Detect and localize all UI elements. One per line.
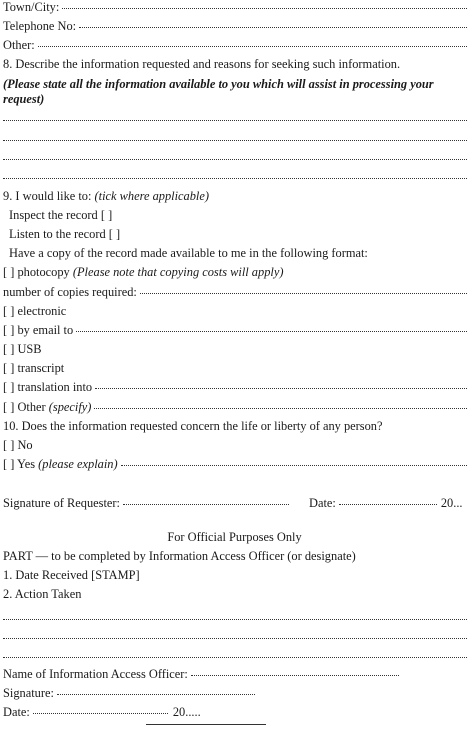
email-label: [ ] by email to bbox=[3, 323, 74, 337]
other-format-field[interactable] bbox=[3, 400, 467, 415]
photocopy-note: (Please note that copying costs will apply) bbox=[72, 265, 284, 279]
photocopy-label: [ ] photocopy bbox=[3, 265, 73, 279]
question-8-text: 8. Describe the information requested and reasons for seeking such information. bbox=[3, 57, 401, 71]
action-line-1[interactable] bbox=[3, 619, 467, 620]
copies-required-line bbox=[140, 293, 467, 294]
requester-signature-label: Signature of Requester: bbox=[3, 496, 120, 510]
email-field[interactable] bbox=[3, 323, 467, 338]
officer-date-year: 20..... bbox=[172, 705, 201, 719]
requester-signature-row bbox=[3, 496, 467, 511]
town-city-field[interactable] bbox=[3, 0, 467, 15]
date-received-label: 1. Date Received [STAMP] bbox=[3, 568, 140, 582]
other-contact-field[interactable] bbox=[3, 38, 467, 53]
town-city-label: Town/City: bbox=[3, 0, 60, 14]
requester-date-label: Date: bbox=[309, 496, 336, 510]
telephone-field[interactable] bbox=[3, 19, 467, 34]
officer-date-line bbox=[33, 713, 168, 714]
action-line-2[interactable] bbox=[3, 638, 467, 639]
question-9-text bbox=[3, 189, 467, 204]
officer-date-field[interactable] bbox=[3, 705, 467, 720]
question-9-instruction: (tick where applicable) bbox=[94, 189, 210, 203]
part-instruction: PART — to be completed by Information Access Officer (or designate) bbox=[3, 549, 356, 563]
other-format-label: [ ] Other (specify) bbox=[3, 400, 92, 414]
listen-record-checkbox[interactable]: Listen to the record [ ] bbox=[9, 227, 121, 241]
requester-date-line[interactable] bbox=[339, 504, 437, 505]
description-line-2[interactable] bbox=[3, 140, 467, 141]
officer-signature-field[interactable] bbox=[3, 686, 467, 701]
action-taken-label: 2. Action Taken bbox=[3, 587, 82, 601]
officer-name-line bbox=[191, 675, 399, 676]
question-9-label: 9. I would like to: bbox=[3, 189, 95, 203]
officer-date-label: Date: bbox=[3, 705, 30, 719]
other-contact-label: Other: bbox=[3, 38, 35, 52]
closing-rule bbox=[146, 724, 266, 725]
yes-explain-field[interactable] bbox=[3, 457, 467, 472]
no-checkbox[interactable]: [ ] No bbox=[3, 438, 33, 452]
copy-format-text: Have a copy of the record made available to me in the following format: bbox=[9, 246, 368, 260]
officer-name-field[interactable] bbox=[3, 667, 467, 682]
officer-signature-line bbox=[57, 694, 255, 695]
yes-label: [ ] Yes (please explain) bbox=[3, 457, 118, 471]
officer-name-label: Name of Information Access Officer: bbox=[3, 667, 188, 681]
electronic-checkbox[interactable]: [ ] electronic bbox=[3, 304, 67, 318]
description-line-1[interactable] bbox=[3, 120, 467, 121]
official-use-heading: For Official Purposes Only bbox=[167, 530, 302, 544]
photocopy-checkbox[interactable] bbox=[3, 265, 467, 280]
requester-signature-line[interactable] bbox=[123, 504, 289, 505]
question-10-text: 10. Does the information requested concern the life or liberty of any person? bbox=[3, 419, 383, 433]
telephone-label: Telephone No: bbox=[3, 19, 77, 33]
copies-required-label: number of copies required: bbox=[3, 285, 137, 299]
usb-checkbox[interactable]: [ ] USB bbox=[3, 342, 42, 356]
inspect-record-checkbox[interactable]: Inspect the record [ ] bbox=[9, 208, 113, 222]
other-contact-line bbox=[38, 46, 467, 47]
translation-line bbox=[95, 388, 467, 389]
action-line-3[interactable] bbox=[3, 657, 467, 658]
description-line-4[interactable] bbox=[3, 178, 467, 179]
translation-label: [ ] translation into bbox=[3, 380, 93, 394]
telephone-line bbox=[79, 27, 467, 28]
yes-explain-line bbox=[121, 465, 467, 466]
description-line-3[interactable] bbox=[3, 159, 467, 160]
requester-date-year: 20... bbox=[440, 496, 463, 510]
copies-required-field[interactable] bbox=[3, 285, 467, 300]
town-city-line bbox=[62, 8, 467, 9]
officer-signature-label: Signature: bbox=[3, 686, 54, 700]
translation-field[interactable] bbox=[3, 380, 467, 395]
email-line bbox=[76, 331, 467, 332]
transcript-checkbox[interactable]: [ ] transcript bbox=[3, 361, 65, 375]
other-format-line bbox=[94, 408, 467, 409]
question-8-instruction: (Please state all the information available to you which will assist in processing your request) bbox=[3, 77, 434, 106]
